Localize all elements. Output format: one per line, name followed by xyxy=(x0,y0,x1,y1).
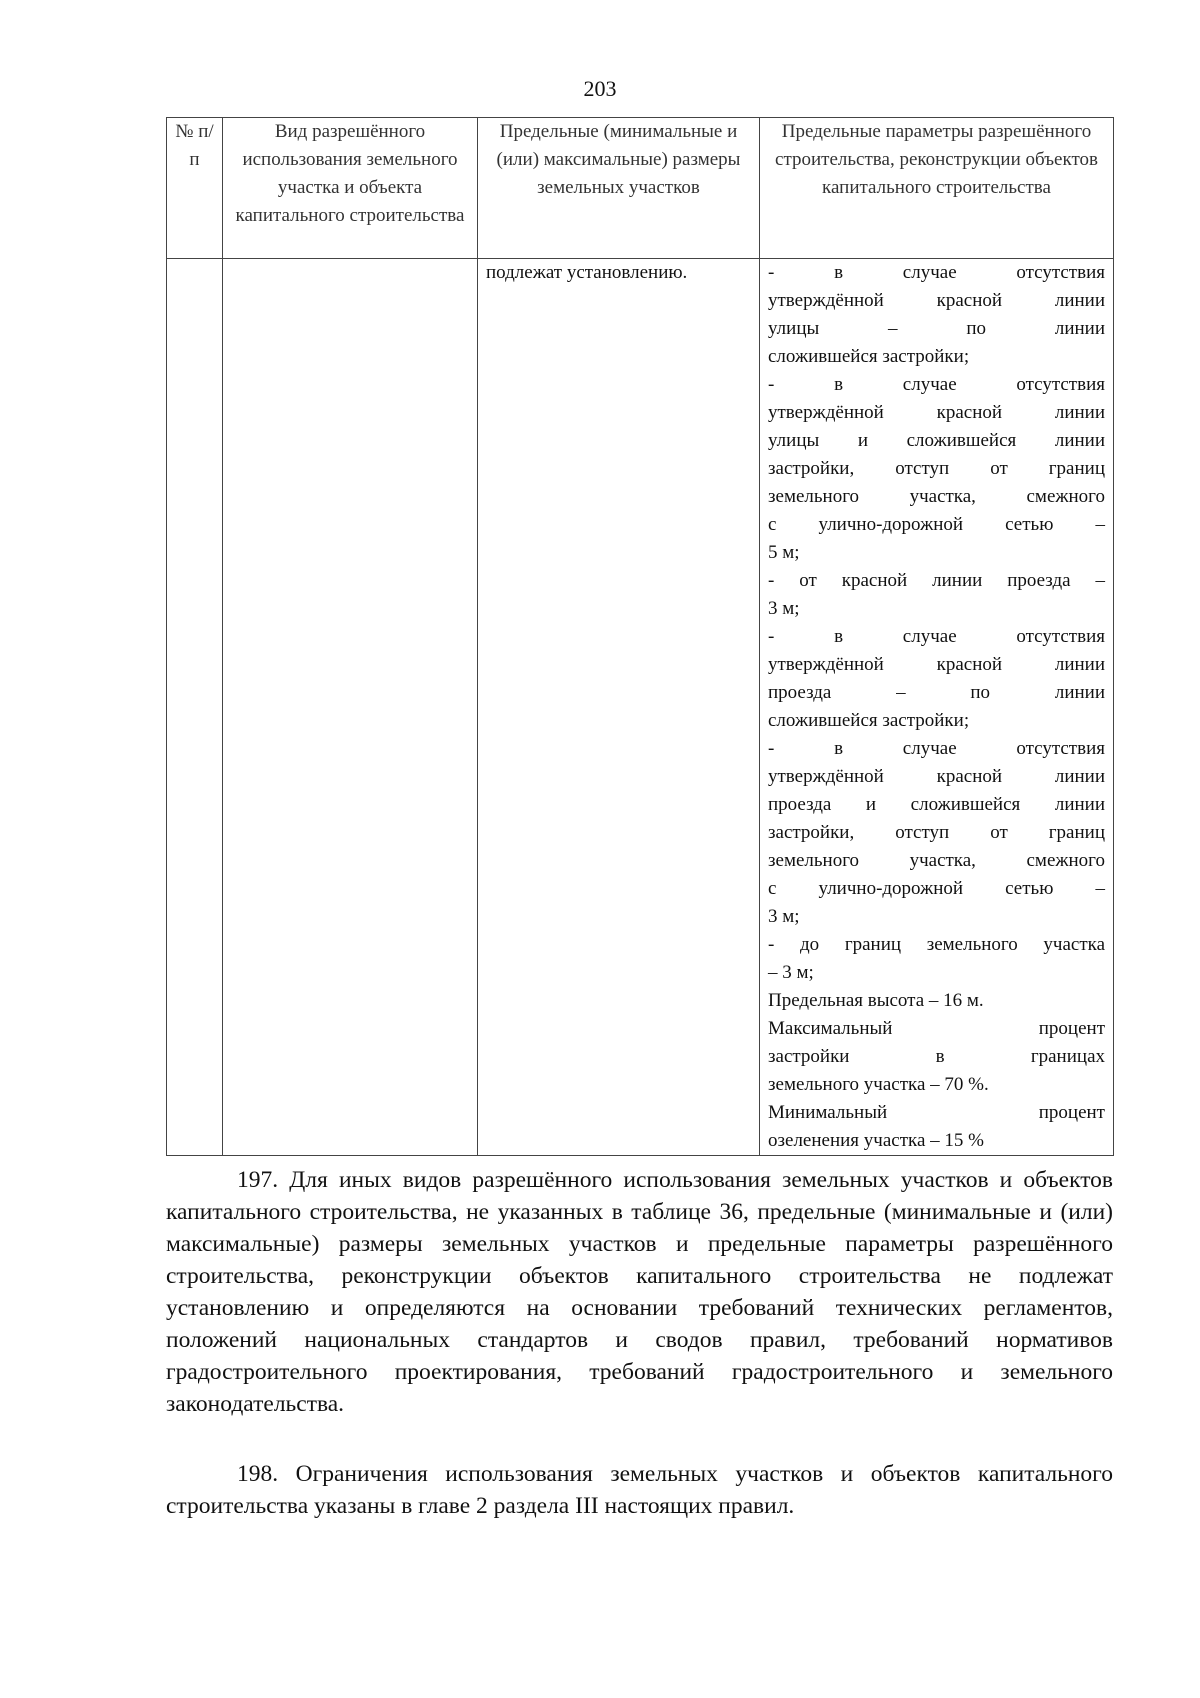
param-line: Максимальный процент xyxy=(768,1018,1105,1039)
paragraph-197: 197. Для иных видов разрешённого использования земельных участков и объектов капитального строительства, не указанных в таблице 36, предельные (минимальные и (или) максимальные) размеры земельных участков и предельные параметры разрешённого строительства, реконструкции объектов капитального строительства не подлежат установлению и определяются на основании требований технических регламентов, положений национальных стандартов и сводов правил, требований нормативов градостроительного проектирования, требований градостроительного и земельного законодательства. xyxy=(166,1167,1113,1417)
land-use-parameters-table xyxy=(166,117,1114,1156)
param-line: Предельная высота – 16 м. xyxy=(768,990,984,1011)
param-line: утверждённой красной линии xyxy=(768,654,1105,675)
paragraph-198: 198. Ограничения использования земельных участков и объектов капитального строительства указаны в главе 2 раздела III настоящих правил. xyxy=(166,1461,1113,1519)
param-line: – 3 м; xyxy=(768,962,814,983)
param-line: земельного участка, смежного xyxy=(768,486,1105,507)
param-line: улицы – по линии xyxy=(768,318,1105,339)
header-use-type: Вид разрешённого использования земельного участка и объекта капитального строительства xyxy=(223,118,478,259)
param-line: проезда и сложившейся линии xyxy=(768,794,1105,815)
param-line: - от красной линии проезда – xyxy=(768,570,1105,591)
param-line: - в случае отсутствия xyxy=(768,262,1105,283)
param-line: - в случае отсутствия xyxy=(768,738,1105,759)
param-line: - в случае отсутствия xyxy=(768,626,1105,647)
cell-use-type xyxy=(223,259,478,1156)
param-line: утверждённой красной линии xyxy=(768,290,1105,311)
param-line: улицы и сложившейся линии xyxy=(768,430,1105,451)
param-line: с улично-дорожной сетью – xyxy=(768,514,1105,535)
param-line: с улично-дорожной сетью – xyxy=(768,878,1105,899)
param-line: утверждённой красной линии xyxy=(768,402,1105,423)
param-line: застройки в границах xyxy=(768,1046,1105,1067)
param-line: 5 м; xyxy=(768,542,800,563)
param-line: 3 м; xyxy=(768,598,800,619)
header-plot-sizes: Предельные (минимальные и (или) максимальные) размеры земельных участков xyxy=(478,118,760,259)
cell-plot-sizes: подлежат установлению. xyxy=(478,259,760,1156)
cell-number xyxy=(167,259,223,1156)
param-line: застройки, отступ от границ xyxy=(768,822,1105,843)
param-line: застройки, отступ от границ xyxy=(768,458,1105,479)
param-line: земельного участка, смежного xyxy=(768,850,1105,871)
param-line: 3 м; xyxy=(768,906,800,927)
param-line: земельного участка – 70 %. xyxy=(768,1074,989,1095)
param-line: - в случае отсутствия xyxy=(768,374,1105,395)
param-line: проезда – по линии xyxy=(768,682,1105,703)
cell-construction-params xyxy=(760,259,1114,1156)
table-row xyxy=(167,259,1114,1156)
table-header-row xyxy=(167,118,1114,259)
header-number: № п/п xyxy=(167,118,223,259)
param-line: Минимальный процент xyxy=(768,1102,1105,1123)
param-line: утверждённой красной линии xyxy=(768,766,1105,787)
param-line: сложившейся застройки; xyxy=(768,710,970,731)
param-line: сложившейся застройки; xyxy=(768,346,970,367)
page-number: 203 xyxy=(583,76,617,101)
param-line: - до границ земельного участка xyxy=(768,934,1105,955)
header-construction-params: Предельные параметры разрешённого строительства, реконструкции объектов капитального строительства xyxy=(760,118,1114,259)
param-line: озеленения участка – 15 % xyxy=(768,1130,984,1151)
